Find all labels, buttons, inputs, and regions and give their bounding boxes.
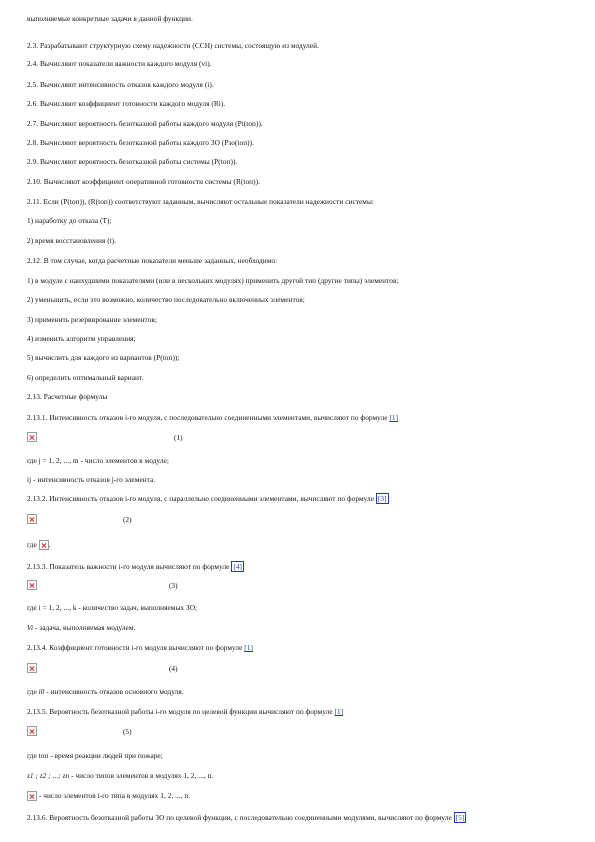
paragraph: [27, 791, 190, 801]
formula-number: (2): [123, 515, 132, 524]
paragraph: [27, 177, 260, 186]
paragraph: [27, 256, 277, 265]
text-line: 2.6. Вычисляют коэффициент готовности каждого модуля (Ri).: [27, 99, 226, 108]
text-line: 2.13.4. Коэффициент готовности i-го модуля вычисляют по формуле: [27, 643, 243, 652]
text-line: 2.9. Вычисляют вероятность безотказной работы системы (Р(tоп)).: [27, 157, 238, 166]
paragraph: [27, 771, 213, 780]
paragraph: [27, 751, 163, 760]
text-line: - задача, выполняемая модулем.: [33, 623, 136, 632]
reference-link[interactable]: [1]: [334, 707, 344, 716]
paragraph: [27, 334, 136, 343]
text-line: 5) вычислить для каждого из вариантов (Р(tоп));: [27, 353, 180, 362]
paragraph: [27, 687, 184, 696]
text-line: 2.13.3. Показатель важности i-го модуля вычисляют по формуле: [27, 562, 230, 571]
section-heading: [27, 392, 107, 401]
text-line: где i = 1, 2, ..., k - количество задач, выполняемых ЗО;: [27, 603, 198, 612]
paragraph: [27, 157, 237, 166]
reference-link[interactable]: [4]: [233, 562, 243, 571]
text-line: 2.13.5. Вероятность безотказной работы i-го модуля по целевой функции вычисляют по формуле: [27, 707, 333, 716]
formula-4: [27, 663, 227, 675]
text-line: 2.13.2. Интенсивность отказов i-го модуля, с параллельно соединенными элементами, вычисляют по формуле: [27, 494, 374, 503]
text-line: 2.8. Вычисляют вероятность безотказной работы каждого ЗО (Pзо(tоп)).: [27, 138, 254, 147]
text-line: 2.13.1. Интенсивность отказов i-го модуля, с последовательно соединенными элементами, вычисляют по формуле: [27, 413, 388, 422]
text-line: 2.10. Вычисляют коэффициент оперативной готовности системы (R(tоп)).: [27, 177, 260, 186]
paragraph: [27, 59, 212, 68]
text-line: 2.5. Вычисляют интенсивность отказов каждого модуля (i).: [27, 80, 214, 89]
paragraph: [27, 623, 135, 632]
paragraph: [27, 603, 197, 612]
text-line: 2) время восстановления (t).: [27, 236, 117, 245]
text-line: - число типов элементов в модулях 1, 2, ..., n.: [69, 771, 214, 780]
text-line: 2.7. Вычисляют вероятность безотказной работы каждого модуля (Pi(tоп)).: [27, 119, 263, 128]
text-line: z1 ; z2 ; ...; zn: [27, 771, 70, 780]
text-line: ij - интенсивность отказов j-го элемента.: [27, 475, 156, 484]
paragraph: [27, 295, 305, 304]
text-line: - число элементов i-го типа в модулях 1, 2, ..., n.: [37, 791, 191, 800]
broken-image-icon: [39, 540, 49, 550]
text-line: 3) применить резервирование элементов;: [27, 315, 157, 324]
paragraph: [27, 475, 155, 484]
paragraph: [27, 813, 466, 822]
paragraph: [27, 707, 343, 716]
formula-number: (3): [169, 581, 178, 590]
paragraph: [27, 494, 389, 503]
formula-3: [27, 580, 227, 592]
text-line: 2.13. Расчетные формулы: [27, 392, 108, 401]
text-line: где j = 1, 2, ..., m - число элементов в модуле;: [27, 456, 169, 465]
broken-image-icon: [27, 580, 37, 590]
paragraph: [27, 138, 254, 147]
text-line: выполняемые конкретные задачи в данной функции.: [27, 14, 193, 23]
paragraph: [27, 315, 157, 324]
text-line: 6) определить оптимальный вариант.: [27, 373, 144, 382]
paragraph: [27, 197, 374, 206]
broken-image-icon: [27, 791, 37, 801]
text-line: i0: [38, 687, 45, 696]
paragraph: [27, 276, 399, 285]
text-line: 2.13.6. Вероятность безотказной работы ЗО по целевой функции, с последовательно соединенными модулями, вычисляют по формуле: [27, 813, 452, 822]
text-line: 2) уменьшить, если это возможно, количество последовательно включенных элементов;: [27, 295, 305, 304]
reference-link[interactable]: [1]: [244, 643, 253, 652]
paragraph: [27, 562, 244, 571]
paragraph: [27, 540, 50, 550]
paragraph: [27, 456, 169, 465]
formula-number: (4): [169, 664, 178, 673]
reference-link[interactable]: [1]: [389, 413, 399, 422]
formula-5: [27, 726, 227, 738]
text-line: 1) в модуле с наихудшими показателями (или в нескольких модулях) применить другой тип (другие типы) элементов;: [27, 276, 399, 285]
paragraph: [27, 353, 180, 362]
paragraph: [27, 216, 112, 225]
paragraph: [27, 14, 193, 23]
paragraph: [27, 413, 398, 422]
paragraph: [27, 41, 319, 50]
reference-link[interactable]: [5]: [455, 813, 465, 822]
paragraph: [27, 236, 116, 245]
text-line: - интенсивность отказов основного модуля.: [44, 687, 184, 696]
paragraph: [27, 643, 253, 652]
formula-2: [27, 514, 227, 526]
broken-image-icon: [27, 663, 37, 673]
broken-image-icon: [27, 726, 37, 736]
text-line: где: [27, 687, 39, 696]
reference-link[interactable]: [3]: [377, 494, 387, 503]
text-line: где tоп - время реакции людей при пожаре;: [27, 751, 163, 760]
text-line: Vi: [27, 623, 34, 632]
paragraph: [27, 373, 144, 382]
text-line: 4) изменить алгоритм управления;: [27, 334, 136, 343]
text-line: 1) наработку до отказа (T);: [27, 216, 112, 225]
formula-1: [27, 432, 227, 444]
paragraph: [27, 99, 225, 108]
text-line: 2.4. Вычисляют показатели важности каждого модуля (vi).: [27, 59, 212, 68]
text-line: 2.3. Разрабатывают структурную схему надежности (ССН) системы, состоящую из модулей.: [27, 41, 319, 50]
formula-number: (1): [174, 433, 183, 442]
text-line: где: [27, 540, 37, 549]
text-line: .: [48, 540, 51, 549]
broken-image-icon: [27, 432, 37, 442]
formula-number: (5): [123, 727, 132, 736]
broken-image-icon: [27, 514, 37, 524]
paragraph: [27, 119, 263, 128]
paragraph: [27, 80, 214, 89]
text-line: 2.11. Если (P(tоп)), (R(tоп)) соответствуют заданным, вычисляют остальные показатели надежности системы:: [27, 197, 375, 206]
text-line: 2.12. В том случае, когда расчетные показатели меньше заданных, необходимо:: [27, 256, 278, 265]
